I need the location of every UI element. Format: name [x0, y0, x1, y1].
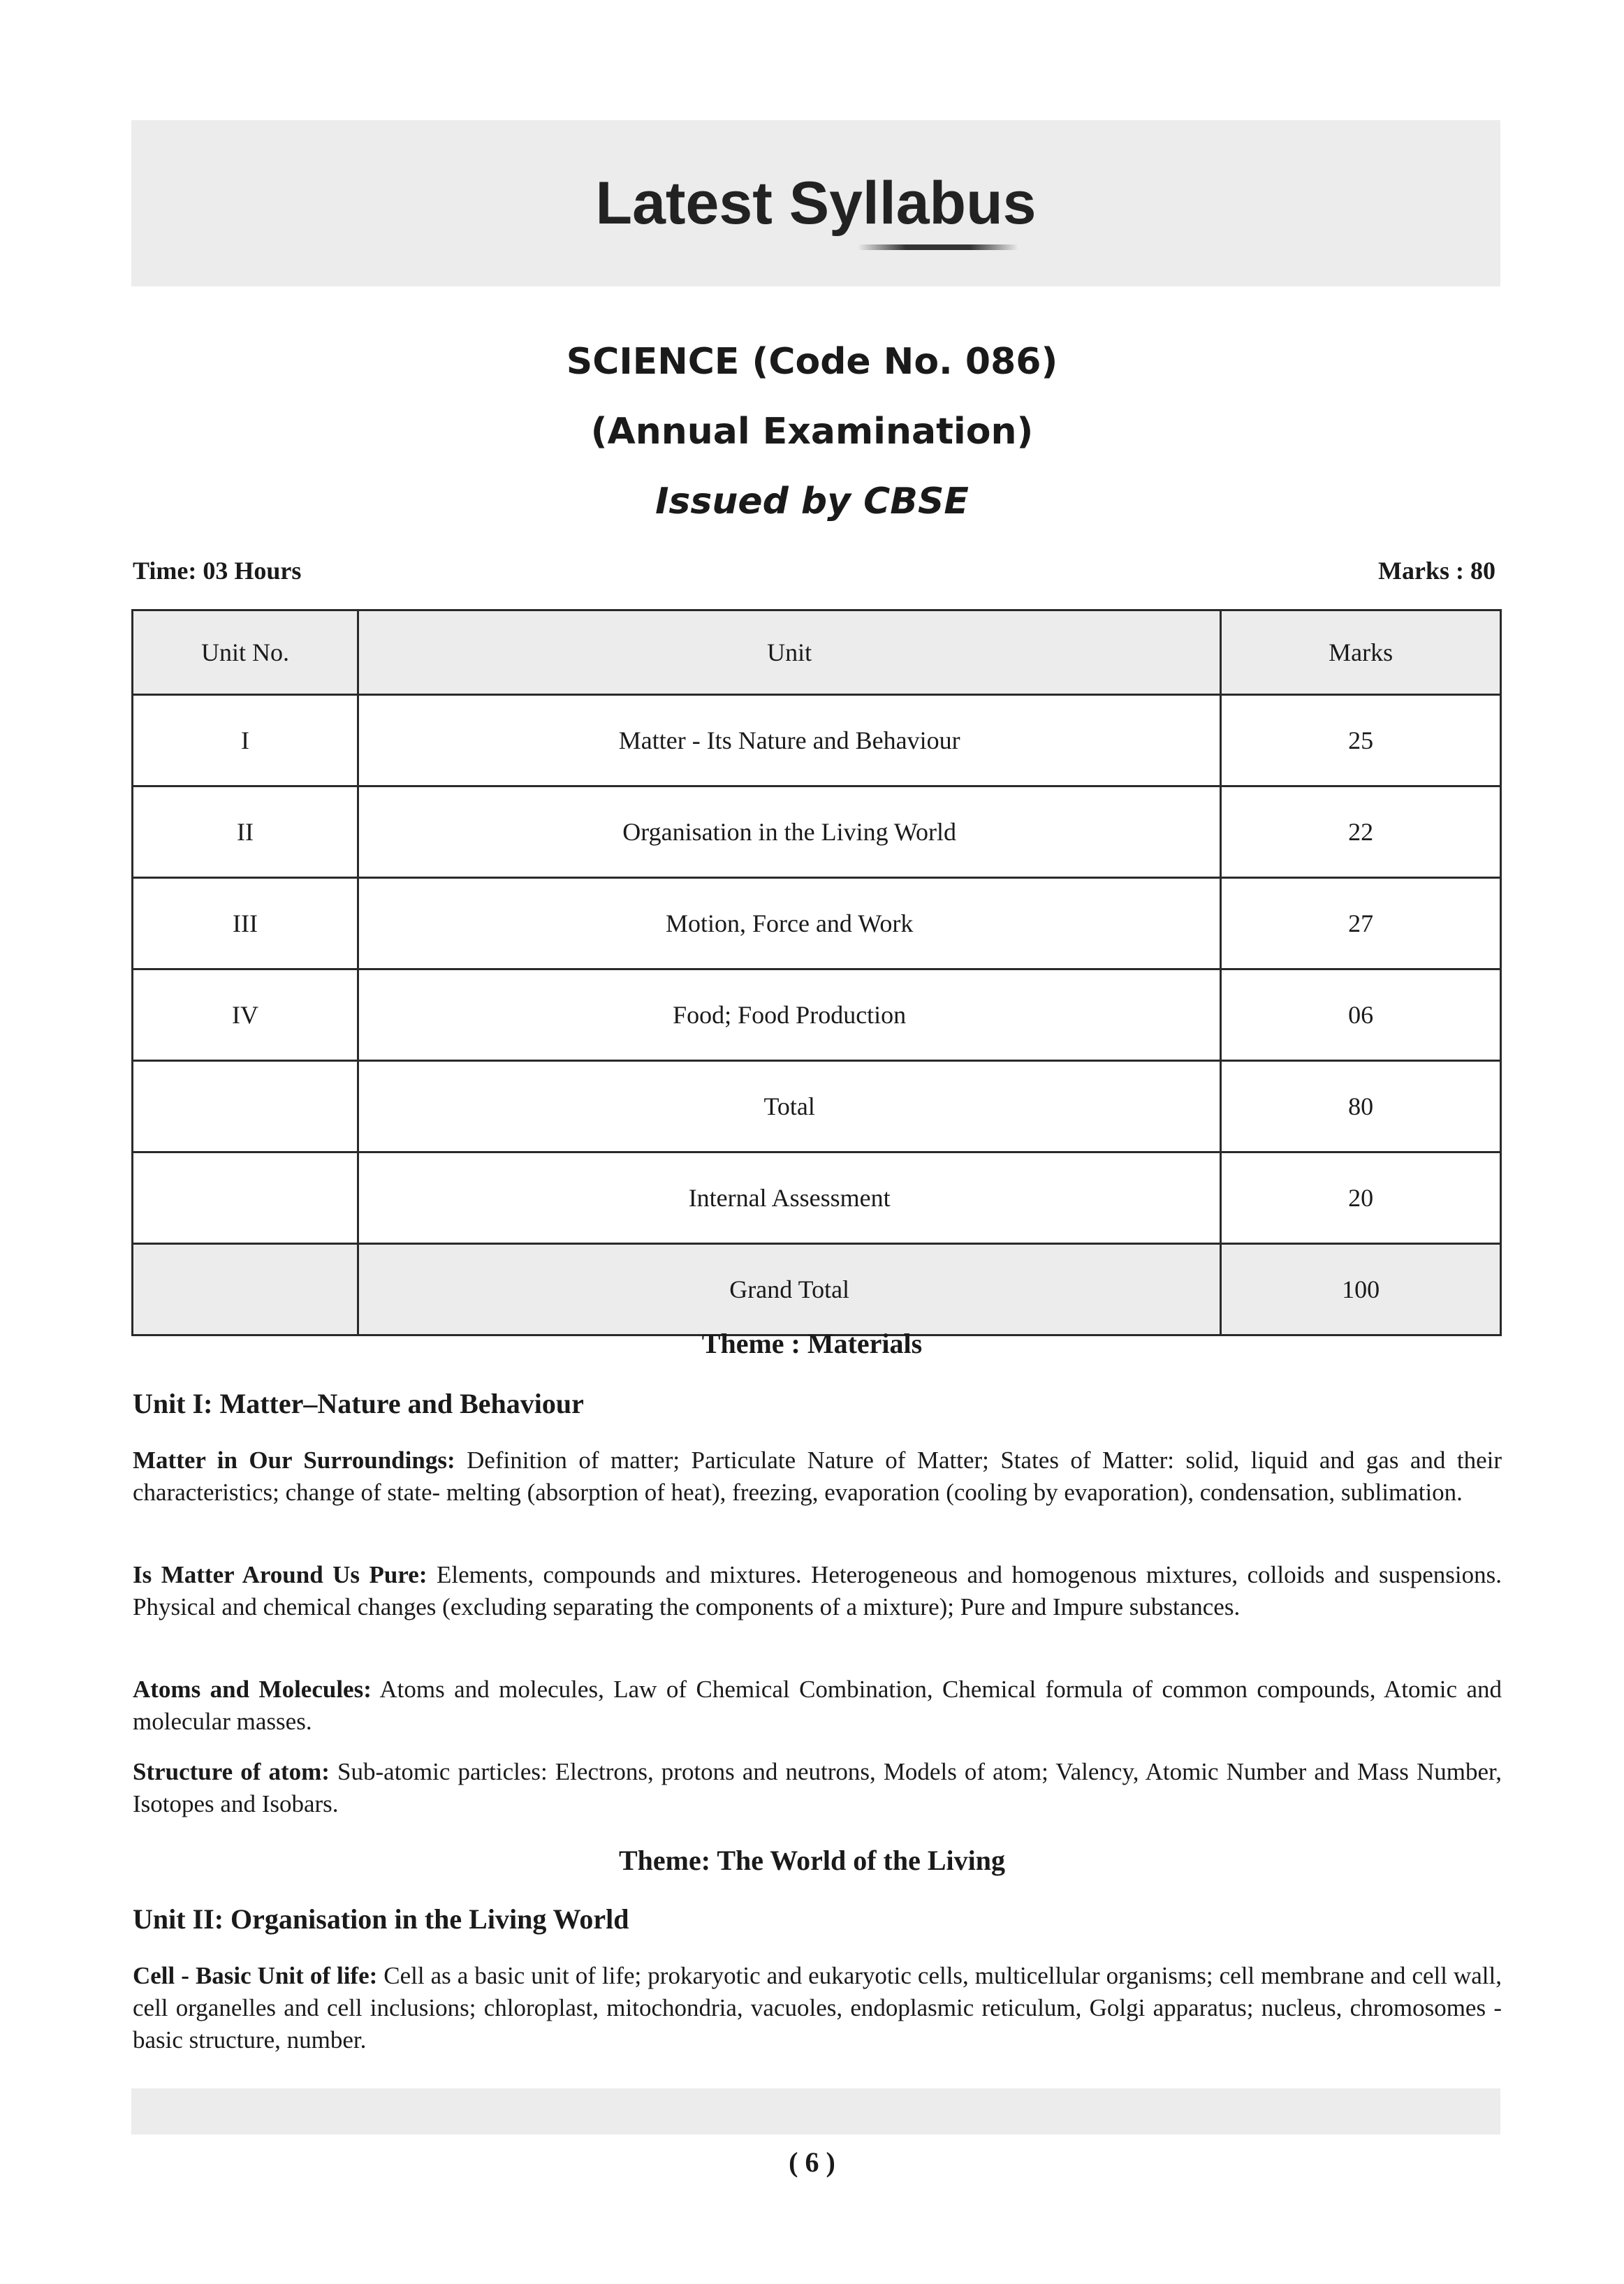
- table-row: [133, 1244, 1501, 1335]
- paragraph-text: Elements, compounds and mixtures. Heterogeneous and homogenous mixtures, colloids and suspensions. Physical and chemical changes (excluding separating the components of a mixture); Pure and Impure substances.: [133, 1561, 1502, 1620]
- cell-marks: 100: [1221, 1244, 1501, 1335]
- paragraph-text: Sub-atomic particles: Electrons, protons and neutrons, Models of atom; Valency, Atomic Number and Mass Number, Isotopes and Isobars.: [133, 1758, 1502, 1817]
- cell-marks: 20: [1221, 1152, 1501, 1244]
- title-banner: [131, 120, 1500, 286]
- paragraph-text: Cell as a basic unit of life; prokaryotic and eukaryotic cells, multicellular organisms; cell membrane and cell wall, cell organelles and cell inclusions; chloroplast, mitochondria, vacuoles, endoplasmic reticulum, Golgi apparatus; nucleus, chromosomes - basic structure, number.: [133, 1962, 1502, 2054]
- cell-unit: Food; Food Production: [358, 969, 1221, 1061]
- paragraph-matter-surroundings: [133, 1444, 1502, 1509]
- unit-heading-1: Unit I: Matter–Nature and Behaviour: [133, 1388, 584, 1419]
- table-row: [133, 786, 1501, 878]
- table-row: [133, 969, 1501, 1061]
- cell-marks: 80: [1221, 1061, 1501, 1152]
- paragraph-text: Definition of matter; Particulate Nature of Matter; States of Matter: solid, liquid and gas and their characteristics; change of state- melting (absorption of heat), freezing, evaporation (cooling by evaporation), condensation, sublimation.: [133, 1447, 1502, 1506]
- header-unit: Unit: [358, 610, 1221, 695]
- cell-unit-no: IV: [133, 969, 358, 1061]
- page-title: Latest Syllabus: [595, 170, 1037, 237]
- cell-unit-no: [133, 1244, 358, 1335]
- exam-heading: (Annual Examination): [590, 411, 1034, 453]
- footer-band: [131, 2088, 1500, 2135]
- marks-table: [131, 609, 1502, 1336]
- issuer-heading: Issued by CBSE: [655, 481, 969, 522]
- cell-unit-no: I: [133, 695, 358, 786]
- cell-unit: Matter - Its Nature and Behaviour: [358, 695, 1221, 786]
- table-row: [133, 878, 1501, 969]
- cell-unit: Organisation in the Living World: [358, 786, 1221, 878]
- title-underline: [858, 244, 1018, 250]
- header-marks: Marks: [1221, 610, 1501, 695]
- paragraph-title: Atoms and Molecules:: [133, 1676, 372, 1703]
- unit-heading-2: Unit II: Organisation in the Living World: [133, 1903, 629, 1935]
- table-header-row: [133, 610, 1501, 695]
- cell-marks: 27: [1221, 878, 1501, 969]
- time-label: Time: 03 Hours: [133, 557, 302, 585]
- theme-heading-materials: Theme : Materials: [701, 1328, 923, 1359]
- paragraph-title: Matter in Our Surroundings:: [133, 1447, 455, 1474]
- cell-unit: Motion, Force and Work: [358, 878, 1221, 969]
- marks-label: Marks : 80: [1378, 557, 1495, 585]
- table-row: [133, 1061, 1501, 1152]
- subject-heading: SCIENCE (Code No. 086): [566, 341, 1058, 383]
- page-number: ( 6 ): [789, 2146, 835, 2178]
- cell-unit: Internal Assessment: [358, 1152, 1221, 1244]
- cell-marks: 06: [1221, 969, 1501, 1061]
- paragraph-text: Atoms and molecules, Law of Chemical Combination, Chemical formula of common compounds, Atomic and molecular masses.: [133, 1676, 1502, 1735]
- paragraph-structure-atom: [133, 1756, 1502, 1820]
- paragraph-atoms-molecules: [133, 1674, 1502, 1738]
- cell-marks: 22: [1221, 786, 1501, 878]
- paragraph-matter-pure: [133, 1559, 1502, 1623]
- table-row: [133, 695, 1501, 786]
- paragraph-title: Cell - Basic Unit of life:: [133, 1962, 378, 1989]
- cell-unit-no: [133, 1061, 358, 1152]
- cell-unit: Grand Total: [358, 1244, 1221, 1335]
- table-row: [133, 1152, 1501, 1244]
- header-unit-no: Unit No.: [133, 610, 358, 695]
- cell-unit-no: III: [133, 878, 358, 969]
- paragraph-title: Is Matter Around Us Pure:: [133, 1561, 427, 1588]
- cell-unit-no: II: [133, 786, 358, 878]
- cell-unit-no: [133, 1152, 358, 1244]
- cell-marks: 25: [1221, 695, 1501, 786]
- paragraph-title: Structure of atom:: [133, 1758, 330, 1785]
- theme-heading-living: Theme: The World of the Living: [618, 1845, 1005, 1876]
- paragraph-cell: [133, 1960, 1502, 2056]
- cell-unit: Total: [358, 1061, 1221, 1152]
